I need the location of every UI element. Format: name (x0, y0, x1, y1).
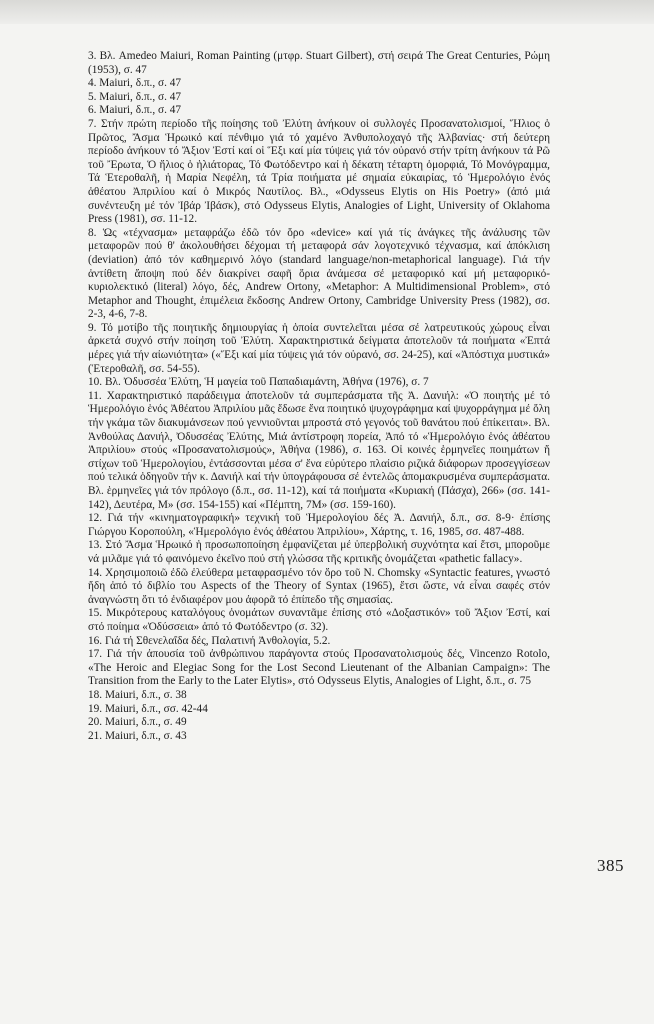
note-12: 12. Γιά τήν «κινηματογραφική» τεχνική τοῦ Ἡμερολογίου δές Ἀ. Δανιήλ, δ.π., σσ. 8-9· ἐπίσης Γιώργου Κοροπούλη, «Ἡμερολόγιο ἑνός ἀθέατου Ἀπριλίου», Χάρτης, τ. 16, 1985, σσ. 487-488. (88, 512, 550, 538)
note-3: 3. Βλ. Amedeo Maiuri, Roman Painting (μτφρ. Stuart Gilbert), στή σειρά The Great Centuries, Ρώμη (1953), σ. 47 (88, 50, 550, 76)
scan-top-band (0, 0, 654, 24)
note-9: 9. Τό μοτίβο τῆς ποιητικῆς δημιουργίας ἡ ὁποία συντελεῖται μέσα σέ λατρευτικούς χώρους εἶναι ἀρκετά συχνό στήν ποίηση τοῦ Ἐλύτη. Χαρακτηριστικά δείγματα ἀποτελοῦν τά ποιήματα «Ἐπτά μέρες γιά τήν αἰωνιότητα» («Ἕξι καί μία τύψεις γιά τόν οὐρανό, σσ. 24-25), καί «Ἀπόστιχα μυστικά» (Ἑτεροθαλῆ, σσ. 54-55). (88, 321, 550, 375)
note-7: 7. Στήν πρώτη περίοδο τῆς ποίησης τοῦ Ἐλύτη ἀνήκουν οἱ συλλογές Προσανατολισμοί, Ἥλιος ὁ Πρῶτος, Ἄσμα Ἡρωικό καί πένθιμο γιά τό χαμένο Ἀνθυπολοχαγό τῆς Ἀλβανίας· στή δεύτερη περίοδο ἀνήκουν τό Ἄξιον Ἐστί καί οἱ Ἕξι καί μία τύψεις γιά τόν οὐρανό στήν τρίτη ἀνήκουν τά Ρῶ τοῦ Ἔρωτα, Ὁ ἥλιος ὁ ἡλιάτορας, Τό Φωτόδεντρο καί ἡ δέκατη τέταρτη ὀμορφιά, Τό Μονόγραμμα, Τά Ἑτεροθαλῆ, ἡ Μαρία Νεφέλη, τά Τρία ποιήματα μέ σημαία εὐκαιρίας, τό Ἡμερολόγιο ἑνός ἀθέατου Ἀπριλίου καί ὁ Μικρός Ναυτίλος. Βλ., «Odysseus Elytis on His Poetry» (ἀπό μιά συνέντευξη μέ τόν Ἰβάρ Ἰβάσκ), στό Odysseus Elytis, Analogies of Light, University of Oklahoma Press (1981), σσ. 11-12. (88, 117, 550, 226)
note-4: 4. Maiuri, δ.π., σ. 47 (88, 77, 182, 90)
note-16: 16. Γιά τή Σθενελαΐδα δές, Παλατινή Ἀνθολογία, 5.2. (88, 634, 331, 647)
endnotes (88, 50, 550, 743)
page-number: 385 (597, 856, 624, 875)
note-10: 10. Βλ. Ὀδυσσέα Ἐλύτη, Ἡ μαγεία τοῦ Παπαδιαμάντη, Ἀθήνα (1976), σ. 7 (88, 376, 429, 389)
note-5: 5. Maiuri, δ.π., σ. 47 (88, 90, 182, 103)
note-20: 20. Maiuri, δ.π., σ. 49 (88, 716, 187, 729)
note-11: 11. Χαρακτηριστικό παράδειγμα ἀποτελοῦν τά συμπεράσματα τῆς Ἀ. Δανιήλ: «Ὁ ποιητής μέ τό Ἡμερολόγιο ἑνός Ἀθέατου Ἀπριλίου μᾶς ἔδωσε ἕνα ποιητικό ψυχογράφημα καί ψυχορράγημα μέ ὅλη τήν γκάμα τῶν διακυμάνσεων πού γεννιοῦνται μπροστά στό γεγονός τοῦ θανάτου πού ἐπίκειται». Βλ. Ἀνθούλας Δανιήλ, Ὀδυσσέας Ἐλύτης, Μιά ἀντίστροφη πορεία, Ἀπό τό «Ἡμερολόγιο ἑνός ἀθέατου Ἀπριλίου» στούς «Προσανατολισμούς», Ἀθήνα (1986), σ. 163. Οἱ κοινές ἑρμηνεῖες ποιημάτων ἤ στίχων τοῦ Ἡμερολογίου, ἐντάσσονται μέσα σ' ἕνα εὐρύτερο πλαίσιο ριζικά διάφορων προσεγγίσεων πού τελικά ὁδηγοῦν τήν κ. Δανιήλ καί τήν ὑπογράφουσα σέ ἐντελῶς ἀπομακρυσμένα συμπεράσματα. Βλ. ἑρμηνεῖες γιά τόν πρόλογο (δ.π., σσ. 11-12), καί τά ποιήματα «Κυριακή (Πάσχα), 266» (σσ. 141-142), Δευτέρα, Μ» (σσ. 154-155) καί «Πέμπτη, 7Μ» (σσ. 159-160). (88, 389, 550, 511)
note-15: 15. Μικρότερους καταλόγους ὀνομάτων συναντᾶμε ἐπίσης στό «Δοξαστικόν» τοῦ Ἄξιον Ἐστί, καί στό ποίημα «Ὀδύσσεια» ἀπό τό Φωτόδεντρο (σ. 32). (88, 607, 550, 633)
note-17: 17. Γιά τήν ἀπουσία τοῦ ἀνθρώπινου παράγοντα στούς Προσανατολισμούς δές, Vincenzo Rotolo, «The Heroic and Elegiac Song for the Lost Second Lieutenant of the Albanian Campaign»: The Transition from the Early to the Later Elytis», στό Odysseus Elytis, Analogies of Light, δ.π., σ. 75 (88, 648, 550, 688)
note-6: 6. Maiuri, δ.π., σ. 47 (88, 104, 182, 117)
note-19: 19. Maiuri, δ.π., σσ. 42-44 (88, 702, 208, 715)
note-13: 13. Στό Ἄσμα Ἡρωικό ἡ προσωποποίηση ἐμφανίζεται μέ ὑπερβολική συχνότητα καί ἔτσι, μπoροῦμε νά μιλᾶμε γιά τό φαινόμενο ἐκεῖνο πού στή γλώσσα τῆς κριτικῆς ὀνομάζεται «pathetic fallacy». (88, 539, 550, 565)
note-14: 14. Χρησιμοποιῶ ἐδῶ ἐλεύθερα μεταφρασμένο τόν ὅρο τοῦ N. Chomsky «Syntactic features, γνωστό ἤδη ἀπό τό διβλίο του Aspects of the Theory of Syntax (1965), ἔτσι ὥστε, νά εἶναι σαφές στόν ἀναγνώστη ὅτι τό ἐνδιαφέρον μου ἀφορᾶ τό ἐπίπεδο τῆς σημασίας. (88, 566, 550, 606)
note-8: 8. Ὡς «τέχνασμα» μεταφράζω ἐδῶ τόν ὅρο «device» καί γιά τίς ἀνάγκες τῆς ἀνάλυσης τῶν μεταφορῶν πού θ' ἀκολουθήσει δέχομαι τή μεταφορά σάν λογοτεχνικό τέχνασμα, καί ἀπόκλιση (deviation) ἀπό τόν καθημερινό λόγο (standard language/non-metaphorical language). Γιά τήν ἀντίθετη ἄποψη πού δέν διακρίνει σαφῆ ὅρια ἀνάμεσα σέ μεταφορικό καί μή μεταφορικό-κυριολεκτικό (literal) λόγο, δές, Andrew Ortony, «Metaphor: A Multidimensional Problem», στό Metaphor and Thought, ἐπιμέλεια ἔκδοσης Andrew Ortony, Cambridge University Press (1982), σσ. 2-3, 4-6, 7-8. (88, 226, 550, 321)
note-18: 18. Maiuri, δ.π., σ. 38 (88, 688, 187, 701)
note-21: 21. Maiuri, δ.π., σ. 43 (88, 729, 187, 742)
